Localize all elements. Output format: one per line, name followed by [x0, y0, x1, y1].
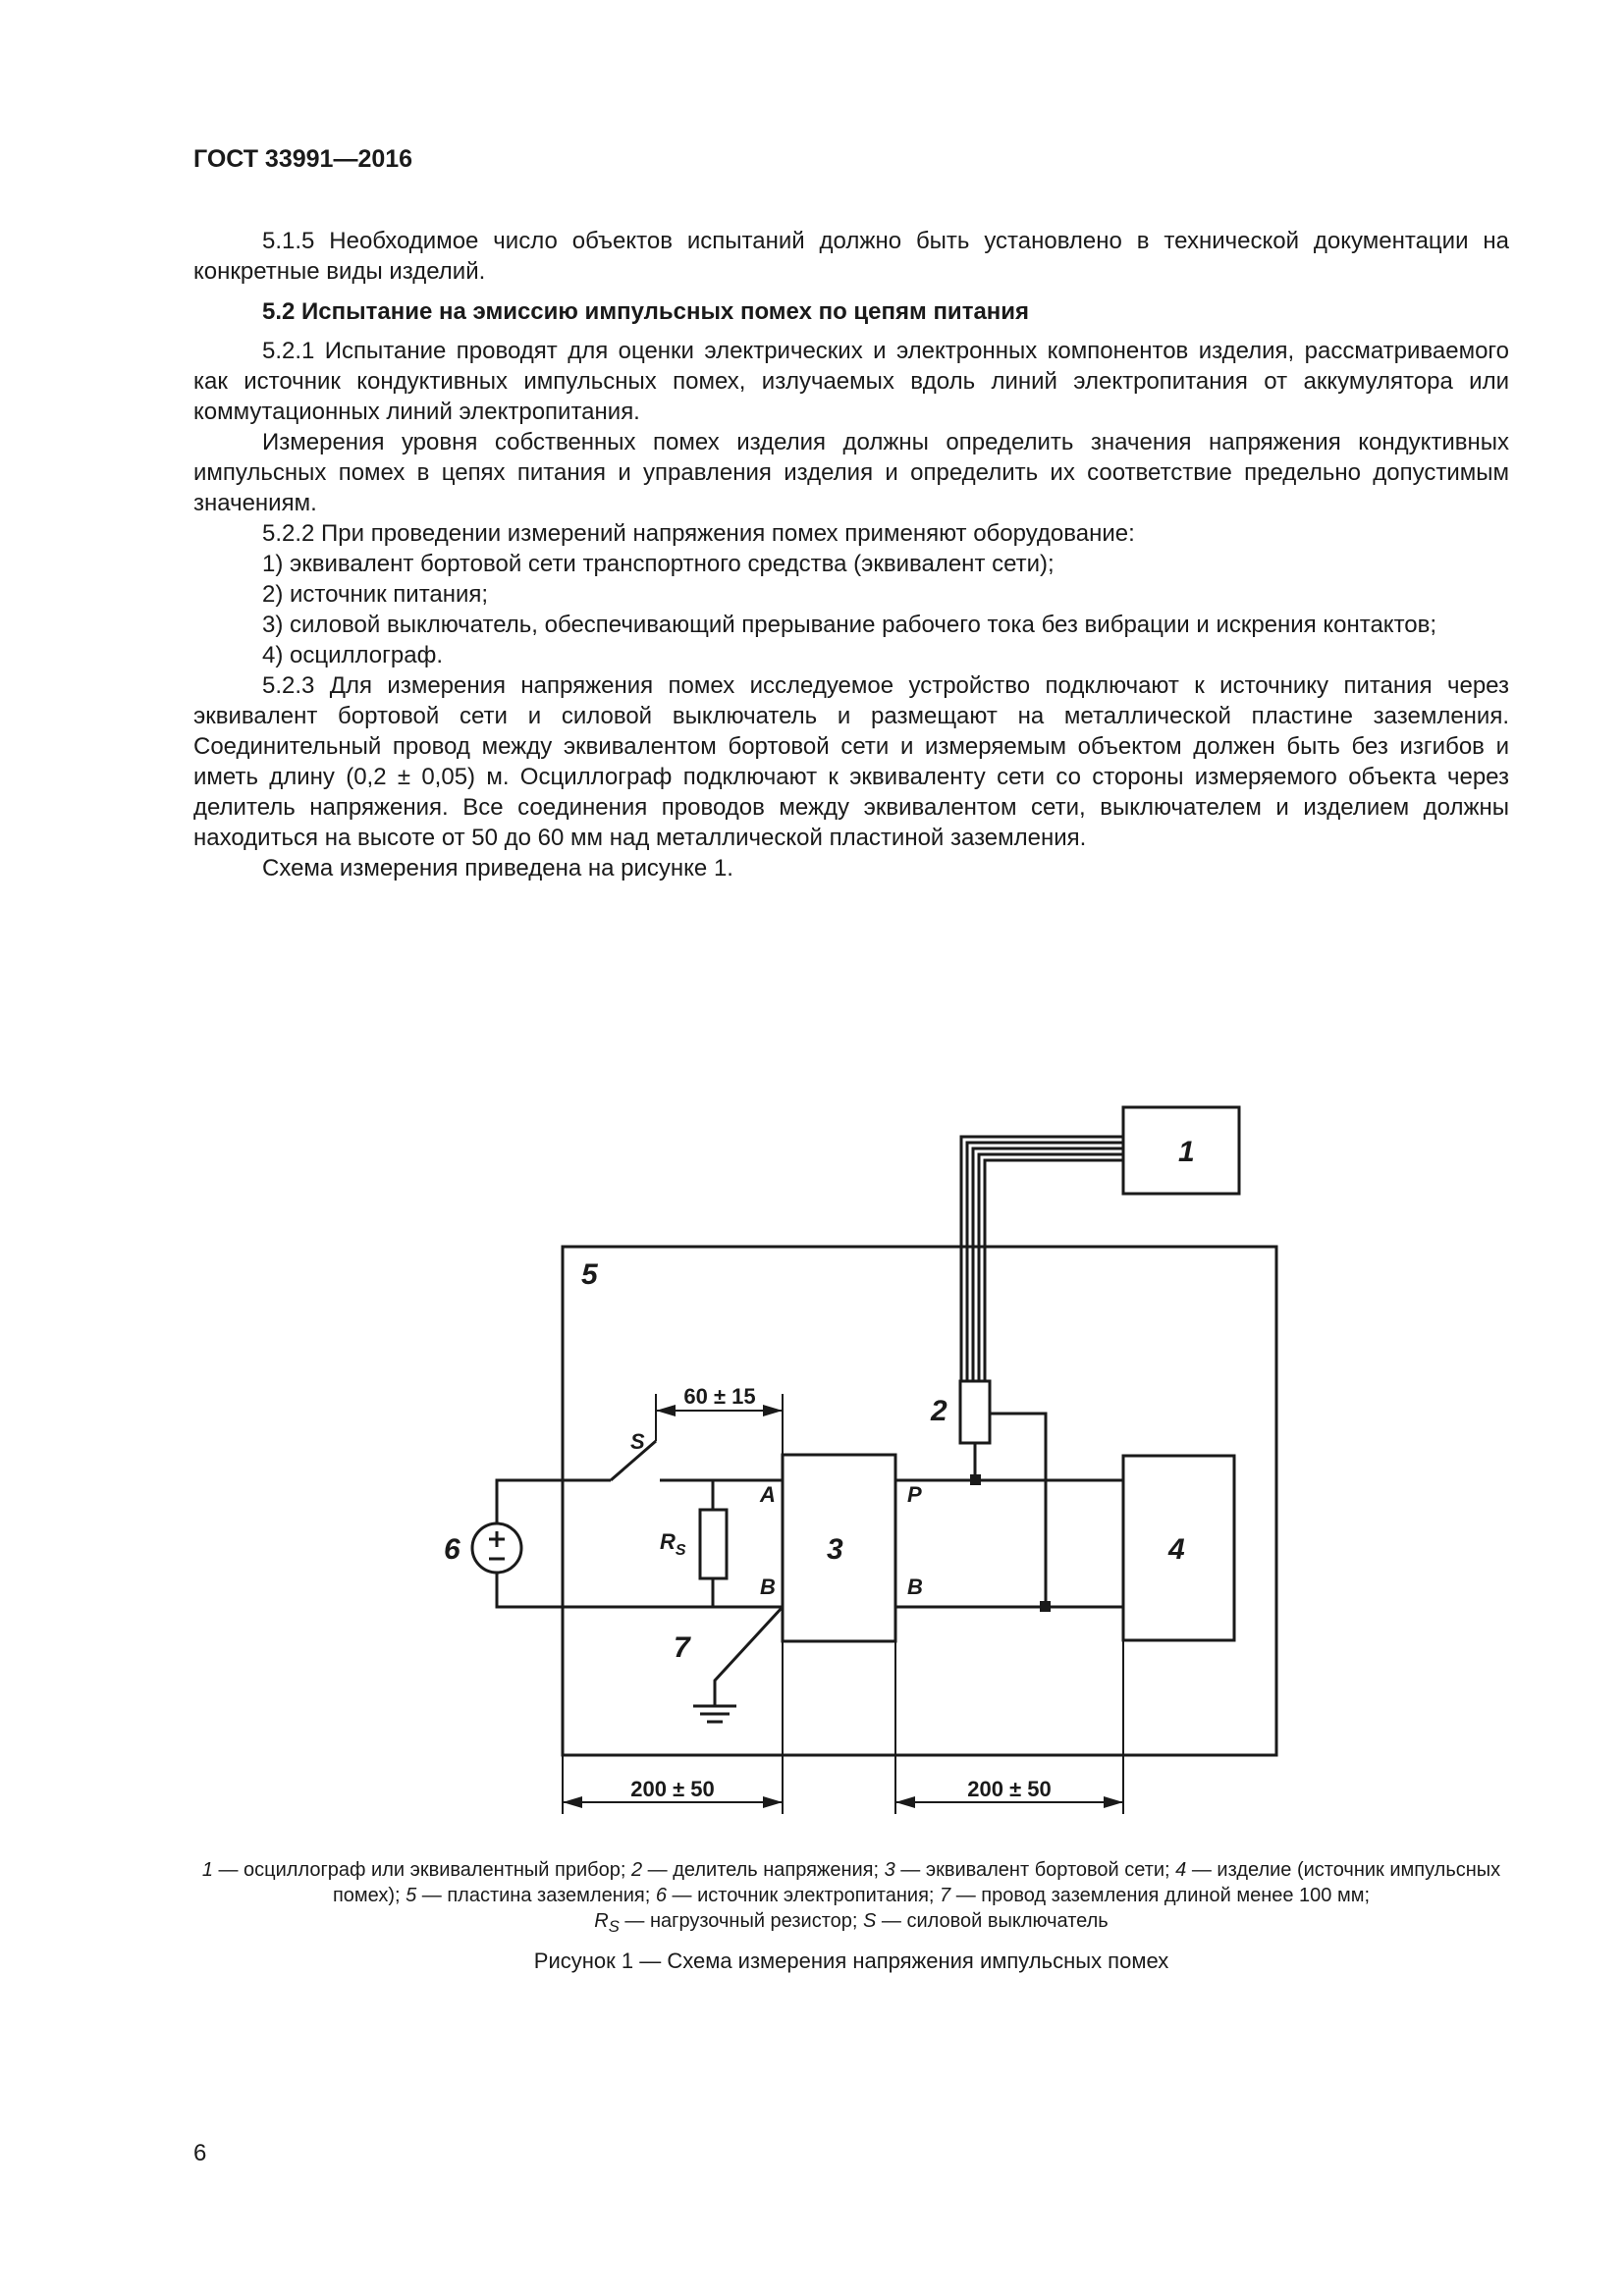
paragraph-5-2-1: 5.2.1 Испытание проводят для оценки электрических и электронных компонентов изделия, рассматриваемого как источник кондуктивных импульсных помех, излучаемых вдоль линий электропитания от аккумулятора или коммутационных линий электропитания.	[193, 338, 1509, 425]
label-B-right: B	[907, 1575, 923, 1599]
figure-legend: 1 — осциллограф или эквивалентный прибор; 2 — делитель напряжения; 3 — эквивалент бортовой сети; 4 — изделие (источник импульсных помех); 5 — пластина заземления; 6 — источник электропитания; 7 — провод заземления длиной менее 100 мм; $R_S$ — нагрузочный резистор; S — силовой выключатель	[201, 1859, 1501, 1936]
label-A: A	[760, 1482, 776, 1507]
list-item: 1) эквивалент бортовой сети транспортного средства (эквивалент сети);	[262, 551, 1055, 577]
junction-dot	[970, 1474, 981, 1485]
label-P: P	[907, 1482, 922, 1507]
paragraph-5-2-3: 5.2.3 Для измерения напряжения помех исследуемое устройство подключают к источнику питания через эквивалент бортовой сети и силовой выключатель и размещают на металлической пластине заземления. Соединительный провод между эквивалентом бортовой сети и измеряемым объектом должен быть без изгибов и иметь длину (0,2 ± 0,05) м. Осциллограф подключают к эквиваленту сети со стороны измеряемого объекта через делитель напряжения. Все соединения проводов между эквивалентом сети, выключателем и изделием должны находиться на высоте от 50 до 60 мм над металлической пластиной заземления.	[193, 672, 1509, 851]
junction-dot	[1040, 1601, 1051, 1612]
paragraph-5-2-1-cont: Измерения уровня собственных помех изделия должны определить значения напряжения кондуктивных импульсных помех в цепях питания и управления изделия и определить их соответствие предельно допустимым значениям.	[193, 429, 1509, 516]
voltage-divider	[960, 1381, 990, 1443]
power-source	[472, 1523, 521, 1573]
dimension-label-right: 200 ± 50	[967, 1777, 1052, 1801]
label-ground-plate: 5	[581, 1258, 598, 1291]
label-oscilloscope: 1	[1178, 1136, 1195, 1168]
dimension-label-top: 60 ± 15	[683, 1384, 756, 1409]
label-power-source: 6	[444, 1533, 460, 1566]
figure-caption: Рисунок 1 — Схема измерения напряжения импульсных помех	[533, 1949, 1169, 1973]
label-divider: 2	[931, 1395, 947, 1427]
label-ground-wire: 7	[674, 1631, 690, 1664]
label-device: 4	[1168, 1533, 1185, 1566]
list-item: 3) силовой выключатель, обеспечивающий прерывание рабочего тока без вибрации и искрения контактов;	[262, 612, 1437, 638]
paragraph-5-2-2: 5.2.2 При проведении измерений напряжения помех применяют оборудование:	[262, 520, 1135, 547]
label-B-left: B	[760, 1575, 776, 1599]
paragraph-schema-ref: Схема измерения приведена на рисунке 1.	[262, 855, 733, 881]
document-header: ГОСТ 33991—2016	[193, 145, 413, 173]
section-heading-5-2: 5.2 Испытание на эмиссию импульсных помех по цепям питания	[262, 298, 1030, 325]
label-switch: S	[630, 1429, 645, 1454]
list-item: 4) осциллограф.	[262, 642, 443, 668]
load-resistor	[700, 1510, 727, 1578]
label-resistor: $R_S$	[660, 1529, 686, 1559]
paragraph-5-1-5: 5.1.5 Необходимое число объектов испытаний должно быть установлено в технической документации на конкретные виды изделий.	[193, 228, 1509, 285]
dimension-label-left: 200 ± 50	[630, 1777, 715, 1801]
label-network-equivalent: 3	[827, 1533, 843, 1566]
page-number: 6	[193, 2140, 207, 2166]
list-item: 2) источник питания;	[262, 581, 489, 608]
